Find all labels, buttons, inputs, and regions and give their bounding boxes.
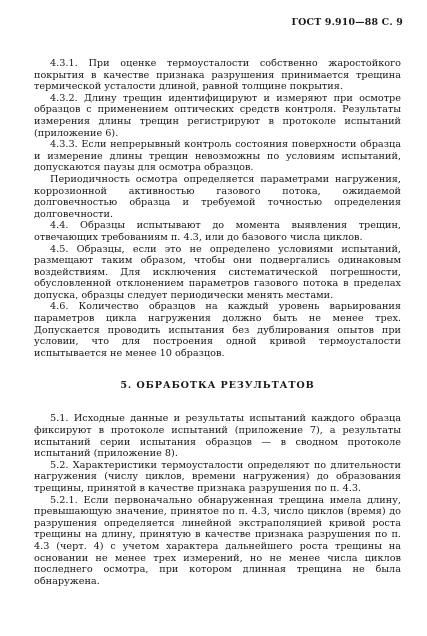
paragraph-4-6: 4.6. Количество образцов на каждый уровень варьирования параметров цикла нагружения должно быть не менее трех. Допускается проводить испытания без дублирования опытов при условии, что для построения одной кривой термоусталости испытывается не менее 10 образцов. xyxy=(34,301,401,359)
paragraph-5-2-1: 5.2.1. Если первоначально обнаруженная трещина имела длину, превышающую значение, принятое по п. 4.3, число циклов (время) до разрушения определяется линейной экстраполяцией кривой роста трещины на длину, принятую в качестве признака разрушения по п. 4.3 (черт. 4) с учетом характера дальнейшего роста трещины на основании не менее трех измерений, но не менее числа циклов последнего осмотра, при котором длинная трещина не была обнаружена. xyxy=(34,494,401,587)
paragraph-4-3-3: 4.3.3. Если непрерывный контроль состояния поверхности образца и измерение длины трещин невозможны по условиям испытаний, допускаются паузы для осмотра образцов. xyxy=(34,139,401,174)
paragraph-inspection-frequency: Периодичность осмотра определяется параметрами нагружения, коррозионной активностью газового потока, ожидаемой долговечностью образца и требуемой точностью определения долговечности. xyxy=(34,173,401,220)
section-title: 5. ОБРАБОТКА РЕЗУЛЬТАТОВ xyxy=(120,380,315,392)
paragraph-4-3-2: 4.3.2. Длину трещин идентифицируют и измеряют при осмотре образцов с применением оптических средств контроля. Результаты измерения длины трещин регистрируют в протоколе испытаний (приложение 6). xyxy=(34,92,401,139)
paragraph-4-3-1: 4.3.1. При оценке термоусталости собственно жаростойкого покрытия в качестве признака разрушения принимается трещина термической усталости длиной, равной толщине покрытия. xyxy=(34,58,401,93)
paragraph-4-5: 4.5. Образцы, если это не определено условиями испытаний, размещают таким образом, чтобы они подвергались одинаковым воздействиям. Для исключения систематической погрешности, обусловленной отклонением параметров газового потока в пределах допуска, образцы следует периодически менять местами. xyxy=(34,243,401,301)
document-body xyxy=(34,58,401,587)
paragraph-5-2: 5.2. Характеристики термоусталости определяют по длительности нагружения (числу циклов, времени нагружения) до образования трещины, принятой в качестве признака разрушения по п. 4.3. xyxy=(34,459,401,494)
paragraph-4-4: 4.4. Образцы испытывают до момента выявления трещин, отвечающих требованиям п. 4.3, или до базового числа циклов. xyxy=(34,220,401,243)
page-header: ГОСТ 9.910—88 С. 9 xyxy=(291,17,403,28)
paragraph-5-1: 5.1. Исходные данные и результаты испытаний каждого образца фиксируют в протоколе испытаний (приложение 7), а результаты испытаний серии испытания образцов — в сводном протоколе испытаний (приложение 8). xyxy=(34,413,401,460)
